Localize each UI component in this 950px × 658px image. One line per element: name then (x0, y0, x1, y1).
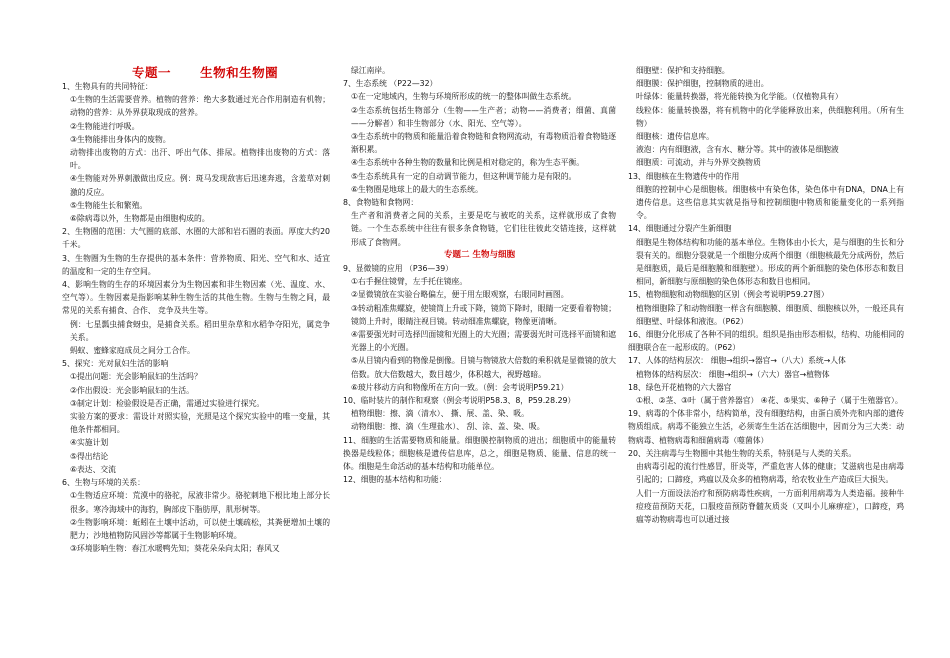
paragraph: ⑥玻片移动方向和物像所在方向一致。（例：会考说明P59.21） (351, 382, 569, 392)
paragraph: 12、细胞的基本结构和功能： (343, 475, 447, 485)
paragraph: 1、生物具有的共同特征： (62, 82, 153, 91)
paragraph: ③生物能排出身体内的废物。 (70, 134, 171, 144)
paragraph: 10、临时装片的制作和观察（例会考说明P58.3、8，P59.28.29） (343, 396, 576, 406)
paragraph: 2、生物圈的范围：大气圈的底部、水圈的大部和岩石圈的表面。厚度大约20千米。 (62, 227, 330, 250)
column-2-body (343, 64, 616, 487)
paragraph: ①生物适应环境：荒漠中的骆驼，尿液非常少。骆驼刺地下根比地上部分长很多。寒冷海域中的海豹，胸部皮下脂肪厚，肌形树等。 (70, 491, 330, 514)
paragraph: ②生物影响环境：蚯蚓在土壤中活动，可以使土壤疏松，其粪便增加土壤的肥力；沙地植物防风固沙等都属于生物影响环境。 (70, 517, 330, 540)
paragraph: 植物细胞除了和动物细胞一样含有细胞膜、细胞质、细胞核以外，一般还具有细胞壁、叶绿体和液泡。（P62） (636, 303, 904, 326)
paragraph: 18、绿色开花植物的六大器官 (628, 382, 732, 392)
paragraph: 实验方案的要求：需设计对照实验，光照是这个探究实验中的唯一变量，其他条件都相同。 (70, 412, 330, 435)
paragraph: 线粒体：能量转换器，将有机物中的化学能释放出来，供细胞利用。（所有生物） (636, 105, 904, 128)
paragraph: 细胞的控制中心是细胞核。细胞核中有染色体，染色体中有DNA，DNA上有遗传信息。这些信息其实就是指导和控制细胞中物质和能量变化的一系列指令。 (636, 184, 904, 221)
paragraph: 5、探究：光对鼠妇生活的影响 (62, 359, 169, 369)
paragraph: 细胞膜：保护细胞，控制物质的进出。 (636, 79, 769, 89)
paragraph: ⑤生态系统具有一定的自动调节能力，但这种调节能力是有限的。 (351, 171, 577, 181)
column-3-body (628, 64, 904, 526)
paragraph: 8、食物链和食物网： (343, 198, 419, 208)
paragraph: ①右手握住镜臂，左手托住镜座。 (351, 277, 468, 287)
paragraph: ②作出假设：光会影响鼠妇的生活。 (70, 385, 194, 395)
paragraph: 由病毒引起的流行性感冒，肝炎等，严重危害人体的健康；艾滋病也是由病毒引起的；口蹄疫，鸡瘟以及众多的植物病毒，给农牧业生产造成巨大损失。 (636, 462, 904, 485)
column-2 (343, 64, 616, 487)
paragraph: ④生态系统中各种生物的数量和比例是相对稳定的，称为生态平衡。 (351, 158, 585, 168)
paragraph: ⑥生物圈是地球上的最大的生态系统。 (351, 184, 483, 194)
column-1-body (62, 80, 330, 555)
paragraph: 人们一方面设法治疗和预防病毒性疾病，一方面利用病毒为人类造福。接种牛痘疫苗预防天花，口服疫苗预防脊髓灰质炎（又叫小儿麻痹症），口蹄疫，鸡瘟等动物病毒也可以通过接 (636, 488, 904, 524)
paragraph: ③生态系统中的物质和能量沿着食物链和食物网流动，有毒物质沿着食物链逐渐积累。 (351, 132, 616, 155)
paragraph: ④实施计划 (70, 438, 109, 448)
paragraph: ④需要强光时可选择凹面镜和光圈上的大光圈；需要弱光时可选择平面镜和遮光器上的小光圈。 (351, 330, 616, 353)
paragraph: 生产者和消费者之间的关系，主要是吃与被吃的关系，这样就形成了食物链。一个生态系统中往往有很多条食物链，它们往往彼此交错连接，这样就形成了食物网。 (351, 211, 616, 247)
paragraph: 16、细胞分化形成了各种不同的组织。组织是指由形态相似，结构、功能相同的细胞联合在一起形成的。（P62） (628, 330, 904, 353)
document-title: 专题一 生物和生物圈 (132, 65, 279, 80)
paragraph: ②生态系统包括生物部分（生物——生产者；动物——消费者；细菌、真菌——分解者）和非生物部分（水、阳光、空气等）。 (351, 105, 616, 128)
paragraph: 动物细胞：擦、滴（生理盐水）、 刮、涂、盖、染、吸。 (351, 422, 545, 432)
paragraph: ①提出问题：光会影响鼠妇的生活吗？ (70, 372, 202, 382)
paragraph: ②显微镜放在实验台略偏左，便于用左眼观察，右眼同时画图。 (351, 290, 569, 300)
paragraph: 20、关注病毒与生物圈中其他生物的关系，特别是与人类的关系。 (628, 448, 857, 458)
paragraph: ①在一定地域内，生物与环境所形成的统一的整体叫做生态系统。 (351, 92, 577, 102)
paragraph: 植物细胞：擦、滴（清水）、 撕、展、盖、染、吸。 (351, 409, 529, 419)
paragraph: 细胞核：遗传信息库。 (636, 132, 714, 142)
paragraph: 细胞质：可流动，并与外界交换物质 (636, 158, 761, 168)
paragraph: ①生物的生活需要营养。植物的营养：绝大多数通过光合作用制造有机物；动物的营养：从外界获取现成的营养。 (70, 95, 330, 118)
paragraph: ③转动粗准焦螺旋，使镜筒上升或下降，镜筒下降时，眼睛一定要看着物镜；镜筒上升时，眼睛注视目镜。转动细准焦螺旋，物像更清晰。 (351, 303, 616, 326)
column-1 (62, 64, 330, 555)
paragraph: ⑤从目镜内看到的物像是倒像。目镜与物镜放大倍数的乘积就是显微镜的放大倍数。放大倍数越大，数目越少，体积越大，视野越暗。 (351, 356, 616, 379)
paragraph: 4、影响生物的生存的环境因素分为生物因素和非生物因素（光、温度、水、空气等）。生物因素是指影响某种生物生活的其他生物。生物与生物之间，最常见的关系有捕食、合作、 竞争及共生等。 (62, 280, 330, 316)
paragraph: 动物排出废物的方式：出汗、呼出气体、排尿。植物排出废物的方式：落叶。 (70, 148, 330, 171)
paragraph: ②生物能进行呼吸。 (70, 121, 140, 131)
paragraph: ⑥表达、交流 (70, 464, 116, 474)
paragraph: ⑤生物能生长和繁殖。 (70, 200, 148, 210)
paragraph: 细胞壁：保护和支持细胞。 (636, 66, 730, 75)
paragraph: 绿江南岸。 (351, 66, 390, 75)
paragraph: ⑥除病毒以外，生物都是由细胞构成的。 (70, 214, 210, 224)
paragraph: ⑤得出结论 (70, 451, 109, 461)
paragraph: 蚂蚁、蜜蜂家庭成员之间分工合作。 (70, 346, 195, 356)
paragraph: 7、生态系统 （P22—32） (343, 79, 438, 89)
paragraph: 13、细胞核在生物遗传中的作用 (628, 171, 740, 181)
paragraph: ③环境影响生物：春江水暖鸭先知；葵花朵朵向太阳；春风又 (70, 544, 280, 554)
paragraph: 19、病毒的个体非常小，结构简单，没有细胞结构，由蛋白质外壳和内部的遗传物质组成。病毒不能独立生活，必须寄生生活在活细胞中，因而分为三大类：动物病毒、植物病毒和细菌病毒（噬菌体） (628, 409, 904, 445)
paragraph: 6、生物与环境的关系： (62, 478, 145, 488)
paragraph: 15、植物细胞和动物细胞的区别（例会考说明P59.27图） (628, 290, 829, 300)
paragraph: ③制定计划：检验假设是否正确，需通过实验进行探究。 (70, 398, 265, 408)
paragraph: 例：七星瓢虫捕食蚜虫，是捕食关系。稻田里杂草和水稻争夺阳光，属竞争关系。 (70, 319, 330, 342)
section-heading: 专题二 生物与细胞 (444, 249, 515, 260)
paragraph: 3、生物圈为生物的生存提供的基本条件：营养物质、阳光、空气和水、适宜的温度和一定的生存空间。 (62, 253, 330, 276)
column-3 (628, 64, 904, 526)
paragraph: ①根、②茎、③叶（属于营养器官） ④花、⑤果实、⑥种子（属于生殖器官）。 (636, 396, 903, 406)
paragraph: 9、显微镜的应用 （P36—39） (343, 264, 453, 274)
paragraph: ④生物能对外界刺激做出反应。例：斑马发现敌害后迅速奔逃，含羞草对刺激的反应。 (70, 174, 330, 197)
paragraph: 11、细胞的生活需要物质和能量。细胞膜控制物质的进出；细胞质中的能量转换器是线粒体；细胞核是遗传信息库，总之，细胞是物质、能量、信息的统一体。细胞是生命活动的基本结构和功能单位。 (343, 435, 616, 472)
paragraph: 植物体的结构层次： 细胞→组织→（六大）器官→植物体 (636, 369, 830, 379)
paragraph: 17、人体的结构层次： 细胞→组织→器官→（八大）系统→人体 (628, 356, 846, 366)
paragraph: 14、细胞通过分裂产生新细胞 (628, 224, 732, 234)
paragraph: 液泡：内有细胞液，含有水、糖分等。其中的液体是细胞液 (636, 145, 839, 155)
paragraph: 叶绿体：能量转换器，将光能转换为化学能。（仅植物具有） (636, 92, 843, 102)
paragraph: 细胞是生物体结构和功能的基本单位。生物体由小长大，是与细胞的生长和分裂有关的。细胞分裂就是一个细胞分成两个细胞（细胞核最先分成两份，然后是细胞质，最后是细胞膜和细胞壁）。形成的两个新细胞的染色体形态和数目相同，新细胞与原细胞的染色体形态和数目也相同。 (636, 237, 904, 287)
